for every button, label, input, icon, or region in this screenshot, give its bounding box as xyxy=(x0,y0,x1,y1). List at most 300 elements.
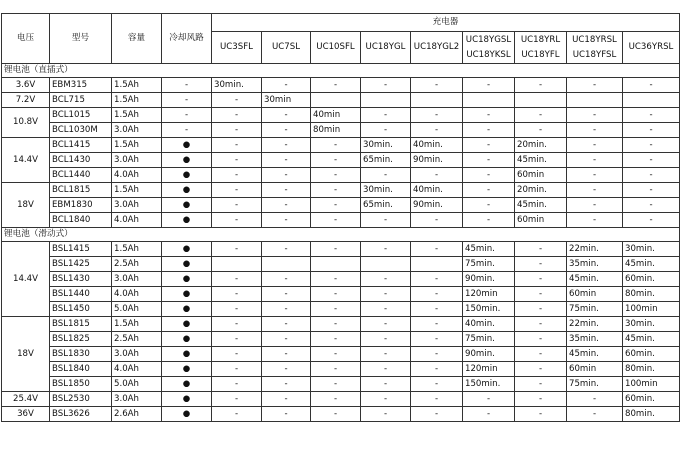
charge-time-cell: - xyxy=(212,153,262,168)
header-model: 型号 xyxy=(50,14,112,64)
charge-time-cell: - xyxy=(623,168,680,183)
charge-time-cell: - xyxy=(567,392,623,407)
charge-time-cell: - xyxy=(623,153,680,168)
voltage-cell: 3.6V xyxy=(2,78,50,93)
table-row xyxy=(2,332,680,347)
charge-time-cell: 30min. xyxy=(623,317,680,332)
charge-time-cell: - xyxy=(361,407,411,422)
charge-time-cell: - xyxy=(311,213,361,228)
voltage-cell: 18V xyxy=(2,317,50,392)
charge-time-cell xyxy=(623,93,680,108)
charge-time-cell: - xyxy=(212,242,262,257)
charge-time-cell: - xyxy=(411,287,463,302)
charge-time-cell: - xyxy=(515,347,567,362)
charge-time-cell: 20min. xyxy=(515,183,567,198)
charge-time-cell: 75min. xyxy=(567,302,623,317)
charge-time-cell: - xyxy=(463,198,515,213)
charge-time-cell: - xyxy=(463,138,515,153)
table-row xyxy=(2,93,680,108)
charge-time-cell: 80min xyxy=(311,123,361,138)
charge-time-cell: - xyxy=(311,317,361,332)
charge-time-cell: - xyxy=(567,108,623,123)
charge-time-cell: - xyxy=(411,347,463,362)
charge-time-cell: - xyxy=(623,138,680,153)
charge-time-cell: - xyxy=(411,392,463,407)
cooling-cell: ● xyxy=(162,168,212,183)
charge-time-cell: - xyxy=(411,332,463,347)
charge-time-cell: - xyxy=(262,392,311,407)
charge-time-cell: - xyxy=(361,123,411,138)
charge-time-cell: 20min. xyxy=(515,138,567,153)
capacity-cell: 2.5Ah xyxy=(112,257,162,272)
capacity-cell: 1.5Ah xyxy=(112,183,162,198)
charge-time-cell: - xyxy=(262,347,311,362)
section-row xyxy=(2,228,680,242)
capacity-cell: 3.0Ah xyxy=(112,153,162,168)
capacity-cell: 3.0Ah xyxy=(112,123,162,138)
table-row xyxy=(2,198,680,213)
charge-time-cell: - xyxy=(411,242,463,257)
section-title: 锂电池（直插式） xyxy=(2,64,680,78)
model-cell: BCL1430 xyxy=(50,153,112,168)
charge-time-cell: - xyxy=(515,407,567,422)
capacity-cell: 3.0Ah xyxy=(112,198,162,213)
header-charger: UC3SFL xyxy=(212,32,262,64)
capacity-cell: 1.5Ah xyxy=(112,242,162,257)
charge-time-cell: - xyxy=(361,287,411,302)
charge-time-cell: - xyxy=(262,153,311,168)
table-row xyxy=(2,377,680,392)
model-cell: BCL1415 xyxy=(50,138,112,153)
capacity-cell: 4.0Ah xyxy=(112,168,162,183)
charge-time-cell xyxy=(361,257,411,272)
charge-time-cell: - xyxy=(262,272,311,287)
cooling-cell: ● xyxy=(162,153,212,168)
charge-time-cell: - xyxy=(463,153,515,168)
charge-time-cell: - xyxy=(567,78,623,93)
cooling-cell: ● xyxy=(162,407,212,422)
charge-time-cell: - xyxy=(411,108,463,123)
voltage-cell: 14.4V xyxy=(2,242,50,317)
charge-time-cell: - xyxy=(262,362,311,377)
charge-time-cell: - xyxy=(212,272,262,287)
charge-time-cell: - xyxy=(361,213,411,228)
capacity-cell: 5.0Ah xyxy=(112,302,162,317)
charge-time-cell: - xyxy=(515,332,567,347)
charge-time-cell: - xyxy=(623,198,680,213)
cooling-cell: - xyxy=(162,123,212,138)
header-charger: UC18YGL xyxy=(361,32,411,64)
cooling-cell: ● xyxy=(162,302,212,317)
charge-time-cell: - xyxy=(212,198,262,213)
table-row xyxy=(2,183,680,198)
charge-time-cell: - xyxy=(361,272,411,287)
model-cell: BSL1425 xyxy=(50,257,112,272)
capacity-cell: 1.5Ah xyxy=(112,108,162,123)
header-voltage: 电压 xyxy=(2,14,50,64)
charge-time-cell: 60min. xyxy=(623,272,680,287)
charge-time-cell: - xyxy=(463,123,515,138)
cooling-cell: - xyxy=(162,93,212,108)
charge-time-cell: - xyxy=(411,407,463,422)
charge-time-cell: - xyxy=(212,347,262,362)
model-cell: BCL1030M xyxy=(50,123,112,138)
charge-time-cell: 30min xyxy=(262,93,311,108)
charge-time-cell: - xyxy=(361,362,411,377)
charge-time-cell: - xyxy=(361,168,411,183)
model-cell: BSL1840 xyxy=(50,362,112,377)
capacity-cell: 4.0Ah xyxy=(112,287,162,302)
charge-time-cell: 150min. xyxy=(463,377,515,392)
charge-time-cell: - xyxy=(212,287,262,302)
capacity-cell: 4.0Ah xyxy=(112,362,162,377)
charge-time-cell: - xyxy=(212,138,262,153)
model-cell: BSL2530 xyxy=(50,392,112,407)
charge-time-cell: - xyxy=(311,168,361,183)
cooling-cell: ● xyxy=(162,138,212,153)
charge-time-cell: - xyxy=(567,153,623,168)
table-row xyxy=(2,213,680,228)
charge-time-cell: 90min. xyxy=(463,272,515,287)
charge-time-cell: - xyxy=(361,347,411,362)
charge-time-cell: 60min xyxy=(567,287,623,302)
charge-time-cell: - xyxy=(567,138,623,153)
model-cell: BSL3626 xyxy=(50,407,112,422)
voltage-cell: 18V xyxy=(2,183,50,228)
charge-time-cell xyxy=(361,93,411,108)
table-row xyxy=(2,302,680,317)
model-cell: BSL1830 xyxy=(50,347,112,362)
charge-time-cell: - xyxy=(567,168,623,183)
charge-time-cell: - xyxy=(311,183,361,198)
charging-time-table xyxy=(1,13,680,422)
charge-time-cell: - xyxy=(411,78,463,93)
charge-time-cell: - xyxy=(311,347,361,362)
charge-time-cell xyxy=(463,93,515,108)
cooling-cell: ● xyxy=(162,332,212,347)
charge-time-cell: - xyxy=(567,213,623,228)
header-row-1 xyxy=(2,14,680,32)
charge-time-cell: 90min. xyxy=(411,153,463,168)
charge-time-cell xyxy=(515,93,567,108)
charge-time-cell: 30min. xyxy=(361,138,411,153)
charge-time-cell: 60min xyxy=(567,362,623,377)
cooling-cell: ● xyxy=(162,272,212,287)
charge-time-cell: - xyxy=(212,302,262,317)
charge-time-cell: - xyxy=(623,183,680,198)
charge-time-cell: - xyxy=(515,302,567,317)
charge-time-cell xyxy=(311,257,361,272)
charge-time-cell: - xyxy=(515,287,567,302)
cooling-cell: ● xyxy=(162,362,212,377)
model-cell: BSL1440 xyxy=(50,287,112,302)
charge-time-cell: - xyxy=(515,272,567,287)
charge-time-cell: - xyxy=(262,108,311,123)
charge-time-cell: 60min xyxy=(515,168,567,183)
header-cooling: 冷却风路 xyxy=(162,14,212,64)
voltage-cell: 36V xyxy=(2,407,50,422)
charge-time-cell: - xyxy=(212,317,262,332)
charge-time-cell: - xyxy=(262,168,311,183)
charge-time-cell: - xyxy=(212,183,262,198)
charge-time-cell: 65min. xyxy=(361,198,411,213)
table-row xyxy=(2,168,680,183)
charge-time-cell: 22min. xyxy=(567,242,623,257)
charge-time-cell: - xyxy=(361,302,411,317)
charge-time-cell: - xyxy=(515,317,567,332)
charge-time-cell: - xyxy=(361,242,411,257)
table-row xyxy=(2,108,680,123)
model-cell: BSL1850 xyxy=(50,377,112,392)
charge-time-cell: - xyxy=(515,108,567,123)
charge-time-cell: 45min. xyxy=(463,242,515,257)
charge-time-cell: - xyxy=(361,377,411,392)
cooling-cell: - xyxy=(162,78,212,93)
charge-time-cell: 40min. xyxy=(411,183,463,198)
cooling-cell: ● xyxy=(162,213,212,228)
charge-time-cell: - xyxy=(515,123,567,138)
charge-time-cell: 40min. xyxy=(463,317,515,332)
charge-time-cell: - xyxy=(463,392,515,407)
capacity-cell: 1.5Ah xyxy=(112,317,162,332)
charge-time-cell: - xyxy=(311,198,361,213)
charge-time-cell: - xyxy=(212,123,262,138)
charge-time-cell: - xyxy=(311,242,361,257)
charge-time-cell: - xyxy=(212,168,262,183)
charge-time-cell xyxy=(311,93,361,108)
table-row xyxy=(2,78,680,93)
charge-time-cell: - xyxy=(361,332,411,347)
capacity-cell: 4.0Ah xyxy=(112,213,162,228)
model-cell: BSL1450 xyxy=(50,302,112,317)
charge-time-cell: - xyxy=(411,377,463,392)
charge-time-cell: - xyxy=(567,183,623,198)
charge-time-cell: 60min xyxy=(515,213,567,228)
capacity-cell: 3.0Ah xyxy=(112,392,162,407)
model-cell: BCL1440 xyxy=(50,168,112,183)
table-row xyxy=(2,242,680,257)
voltage-cell: 25.4V xyxy=(2,392,50,407)
table-row xyxy=(2,257,680,272)
charge-time-cell: 60min. xyxy=(623,347,680,362)
charge-time-cell: - xyxy=(361,317,411,332)
charge-time-cell: - xyxy=(567,123,623,138)
cooling-cell: ● xyxy=(162,377,212,392)
capacity-cell: 5.0Ah xyxy=(112,377,162,392)
charge-time-cell: - xyxy=(311,392,361,407)
charge-time-cell: 150min. xyxy=(463,302,515,317)
voltage-cell: 7.2V xyxy=(2,93,50,108)
charge-time-cell: - xyxy=(262,123,311,138)
charge-time-cell: - xyxy=(411,302,463,317)
charge-time-cell: - xyxy=(623,78,680,93)
model-cell: BCL1840 xyxy=(50,213,112,228)
charge-time-cell: - xyxy=(361,392,411,407)
charge-time-cell: 90min. xyxy=(463,347,515,362)
charge-time-cell: 45min. xyxy=(515,153,567,168)
charge-time-cell: - xyxy=(623,123,680,138)
charge-time-cell: - xyxy=(463,108,515,123)
charge-time-cell: 45min. xyxy=(567,272,623,287)
capacity-cell: 3.0Ah xyxy=(112,272,162,287)
charge-time-cell: - xyxy=(411,317,463,332)
capacity-cell: 1.5Ah xyxy=(112,78,162,93)
header-charger: UC18YGL2 xyxy=(411,32,463,64)
charge-time-cell: 30min. xyxy=(212,78,262,93)
table-row xyxy=(2,287,680,302)
charge-time-cell: - xyxy=(411,272,463,287)
charge-time-cell: 60min. xyxy=(623,392,680,407)
charge-time-cell: - xyxy=(463,78,515,93)
table-row xyxy=(2,123,680,138)
voltage-cell: 14.4V xyxy=(2,138,50,183)
charge-time-cell: 35min. xyxy=(567,257,623,272)
charge-time-cell: 80min. xyxy=(623,287,680,302)
model-cell: BSL1815 xyxy=(50,317,112,332)
model-cell: EBM315 xyxy=(50,78,112,93)
charge-time-cell: - xyxy=(361,78,411,93)
charge-time-cell: - xyxy=(212,108,262,123)
charge-time-cell: - xyxy=(262,407,311,422)
section-title: 锂电池（滑动式） xyxy=(2,228,680,242)
charge-time-cell: 100min xyxy=(623,302,680,317)
charge-time-cell: - xyxy=(463,407,515,422)
charge-time-cell: - xyxy=(623,213,680,228)
charge-time-cell: - xyxy=(361,108,411,123)
charge-time-cell: - xyxy=(262,287,311,302)
model-cell: BSL1430 xyxy=(50,272,112,287)
charge-time-cell: 30min. xyxy=(361,183,411,198)
charge-time-cell: - xyxy=(262,198,311,213)
table-row xyxy=(2,347,680,362)
charge-time-cell: 75min. xyxy=(567,377,623,392)
charge-time-cell: - xyxy=(262,317,311,332)
charge-time-cell: 45min. xyxy=(515,198,567,213)
charge-time-cell: 35min. xyxy=(567,332,623,347)
charge-time-cell: 40min xyxy=(311,108,361,123)
table-body xyxy=(2,14,680,422)
charge-time-cell: - xyxy=(262,78,311,93)
charge-time-cell: - xyxy=(411,362,463,377)
charge-time-cell: - xyxy=(463,183,515,198)
charge-time-cell: - xyxy=(311,362,361,377)
cooling-cell: - xyxy=(162,108,212,123)
charge-time-cell: - xyxy=(411,213,463,228)
charge-time-cell xyxy=(262,257,311,272)
table-row xyxy=(2,317,680,332)
charge-time-cell: 90min. xyxy=(411,198,463,213)
charge-time-cell: - xyxy=(311,138,361,153)
table-row xyxy=(2,153,680,168)
cooling-cell: ● xyxy=(162,257,212,272)
charge-time-cell: 75min. xyxy=(463,257,515,272)
charge-time-cell: - xyxy=(212,392,262,407)
charge-time-cell: - xyxy=(212,93,262,108)
table-row xyxy=(2,407,680,422)
charge-time-cell: - xyxy=(311,302,361,317)
charge-time-cell: - xyxy=(212,377,262,392)
section-row xyxy=(2,64,680,78)
charge-time-cell: - xyxy=(411,123,463,138)
charge-time-cell: - xyxy=(515,377,567,392)
cooling-cell: ● xyxy=(162,392,212,407)
model-cell: BCL1815 xyxy=(50,183,112,198)
charge-time-cell: - xyxy=(463,168,515,183)
charge-time-cell: - xyxy=(463,213,515,228)
charge-time-cell: - xyxy=(212,407,262,422)
voltage-cell: 10.8V xyxy=(2,108,50,138)
cooling-cell: ● xyxy=(162,287,212,302)
charge-time-cell: - xyxy=(262,138,311,153)
table-row xyxy=(2,362,680,377)
header-charger: UC18YRL UC18YFL xyxy=(515,32,567,64)
charge-time-cell xyxy=(567,93,623,108)
header-charger: UC10SFL xyxy=(311,32,361,64)
capacity-cell: 1.5Ah xyxy=(112,138,162,153)
charge-time-cell: - xyxy=(262,242,311,257)
charge-time-cell: 120min xyxy=(463,287,515,302)
charge-time-cell: 80min. xyxy=(623,407,680,422)
charge-time-cell: - xyxy=(262,183,311,198)
charge-time-cell: - xyxy=(311,78,361,93)
capacity-cell: 3.0Ah xyxy=(112,347,162,362)
header-charger: UC7SL xyxy=(262,32,311,64)
charge-time-cell: - xyxy=(515,362,567,377)
cooling-cell: ● xyxy=(162,317,212,332)
charge-time-cell xyxy=(212,257,262,272)
charge-time-cell: - xyxy=(311,272,361,287)
model-cell: BSL1415 xyxy=(50,242,112,257)
table-row xyxy=(2,272,680,287)
charge-time-cell: - xyxy=(311,332,361,347)
capacity-cell: 1.5Ah xyxy=(112,93,162,108)
charge-time-cell: - xyxy=(311,287,361,302)
charge-time-cell: 75min. xyxy=(463,332,515,347)
charge-time-cell: - xyxy=(567,198,623,213)
capacity-cell: 2.6Ah xyxy=(112,407,162,422)
header-charger: UC18YRSL UC18YFSL xyxy=(567,32,623,64)
cooling-cell: ● xyxy=(162,183,212,198)
charge-time-cell: - xyxy=(262,302,311,317)
model-cell: BCL1015 xyxy=(50,108,112,123)
model-cell: EBM1830 xyxy=(50,198,112,213)
cooling-cell: ● xyxy=(162,347,212,362)
charge-time-cell: - xyxy=(411,168,463,183)
charge-time-cell: 22min. xyxy=(567,317,623,332)
charge-time-cell: - xyxy=(567,407,623,422)
charge-time-cell: - xyxy=(311,377,361,392)
charge-time-cell: - xyxy=(311,153,361,168)
header-capacity: 容量 xyxy=(112,14,162,64)
header-charger: UC18YGSL UC18YKSL xyxy=(463,32,515,64)
cooling-cell: ● xyxy=(162,242,212,257)
charge-time-cell: - xyxy=(212,362,262,377)
charge-time-cell: - xyxy=(262,213,311,228)
charge-time-cell xyxy=(411,93,463,108)
model-cell: BSL1825 xyxy=(50,332,112,347)
charge-time-cell: - xyxy=(212,213,262,228)
table-row xyxy=(2,138,680,153)
charge-time-cell: 45min. xyxy=(623,257,680,272)
model-cell: BCL715 xyxy=(50,93,112,108)
charge-time-cell: - xyxy=(515,392,567,407)
charge-time-cell xyxy=(411,257,463,272)
table-row xyxy=(2,392,680,407)
charge-time-cell: 120min xyxy=(463,362,515,377)
charge-time-cell: 30min. xyxy=(623,242,680,257)
charge-time-cell: - xyxy=(262,332,311,347)
charge-time-cell: - xyxy=(623,108,680,123)
